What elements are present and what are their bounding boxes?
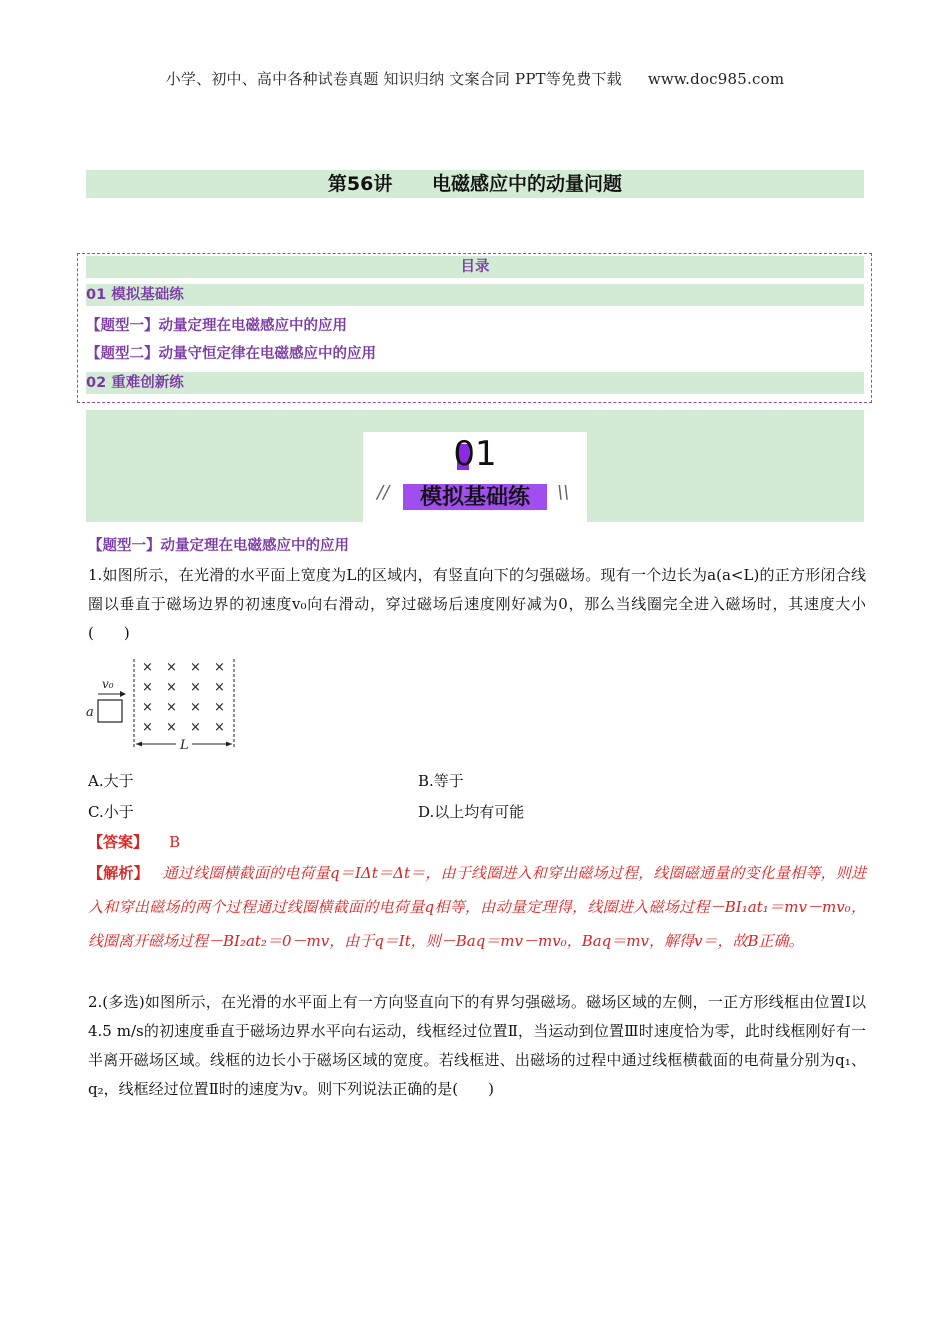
velocity-label: v₀ bbox=[102, 677, 114, 691]
banner-number: 01 bbox=[453, 434, 497, 474]
field-cross-2-2: × bbox=[190, 700, 201, 715]
toc-item-section-01[interactable]: 01 模拟基础练 bbox=[86, 284, 864, 306]
answer-value: B bbox=[169, 833, 181, 851]
option-a: A.大于 bbox=[88, 772, 134, 790]
header-url[interactable]: www.doc985.com bbox=[647, 70, 785, 88]
option-c: C.小于 bbox=[88, 803, 134, 821]
field-cross-3-0: × bbox=[142, 720, 153, 735]
question-1-text: 1.如图所示，在光滑的水平面上宽度为L的区域内，有竖直向下的匀强磁场。现有一个边长为a(a<L)的正方形闭合线圈以垂直于磁场边界的初速度v₀向右滑动，穿过磁场后速度刚好减为0，那么当线圈完全进入磁场时，其速度大小( ) bbox=[88, 566, 866, 642]
type-heading: 【题型一】动量定理在电磁感应中的应用 bbox=[88, 538, 349, 554]
toc-item-type-1[interactable]: 【题型一】动量定理在电磁感应中的应用 bbox=[86, 318, 347, 334]
field-cross-3-1: × bbox=[166, 720, 177, 735]
analysis-block bbox=[88, 856, 866, 958]
square-coil bbox=[98, 700, 122, 722]
option-d: D.以上均有可能 bbox=[418, 803, 525, 821]
banner-slash-left: // bbox=[377, 482, 390, 503]
question-2-text: 2.(多选)如图所示，在光滑的水平面上有一方向竖直向下的有界匀强磁场。磁场区域的左侧，一正方形线框由位置Ⅰ以4.5 m/s的初速度垂直于磁场边界水平向右运动，线框经过位置Ⅱ，当运动到位置Ⅲ时速度恰为零，此时线框刚好有一半离开磁场区域。线框的边长小于磁场区域的宽度。若线框进、出磁场的过程中通过线框横截面的电荷量分别为q₁、q₂，线框经过位置Ⅱ时的速度为v。则下列说法正确的是( ) bbox=[88, 993, 866, 1098]
banner-slash-right: \\ bbox=[557, 482, 570, 503]
field-cross-1-3: × bbox=[214, 680, 225, 695]
section-banner-card bbox=[363, 432, 587, 522]
field-cross-1-2: × bbox=[190, 680, 201, 695]
table-of-contents bbox=[77, 253, 872, 403]
page-header bbox=[0, 68, 950, 89]
field-cross-0-1: × bbox=[166, 660, 177, 675]
toc-title: 目录 bbox=[86, 256, 864, 278]
answer-label: 【答案】 bbox=[88, 833, 149, 851]
field-cross-0-3: × bbox=[214, 660, 225, 675]
field-cross-3-2: × bbox=[190, 720, 201, 735]
analysis-text: 通过线圈横截面的电荷量q＝IΔt＝Δt＝，由于线圈进入和穿出磁场过程，线圈磁通量的变化量相等，则进入和穿出磁场的两个过程通过线圈横截面的电荷量q相等，由动量定理得，线圈进入磁场过程－BI₁at₁＝mv－mv₀，线圈离开磁场过程－BI₂at₂＝0－mv，由于q＝It，则－Baq＝mv－mv₀，Baq＝mv，解得v＝，故B正确。 bbox=[88, 864, 866, 950]
field-cross-2-1: × bbox=[166, 700, 177, 715]
field-cross-1-0: × bbox=[142, 680, 153, 695]
lecture-title: 第56讲 电磁感应中的动量问题 bbox=[86, 170, 864, 198]
field-cross-2-3: × bbox=[214, 700, 225, 715]
header-text: 小学、初中、高中各种试卷真题 知识归纳 文案合同 PPT等免费下载 bbox=[165, 70, 622, 88]
velocity-arrowhead bbox=[120, 691, 126, 697]
option-b: B.等于 bbox=[418, 772, 464, 790]
side-length-label: a bbox=[86, 705, 94, 720]
field-cross-3-3: × bbox=[214, 720, 225, 735]
question-1-figure bbox=[84, 657, 244, 755]
answer-line bbox=[88, 831, 180, 852]
width-label: L bbox=[180, 738, 189, 753]
field-cross-0-0: × bbox=[142, 660, 153, 675]
magnetic-field-crosses bbox=[142, 660, 225, 735]
toc-item-section-02[interactable]: 02 重难创新练 bbox=[86, 372, 864, 394]
field-cross-2-0: × bbox=[142, 700, 153, 715]
banner-text: 模拟基础练 bbox=[419, 485, 530, 510]
field-cross-1-1: × bbox=[166, 680, 177, 695]
analysis-label: 【解析】 bbox=[88, 864, 149, 882]
field-cross-0-2: × bbox=[190, 660, 201, 675]
toc-item-type-2[interactable]: 【题型二】动量守恒定律在电磁感应中的应用 bbox=[86, 346, 376, 362]
